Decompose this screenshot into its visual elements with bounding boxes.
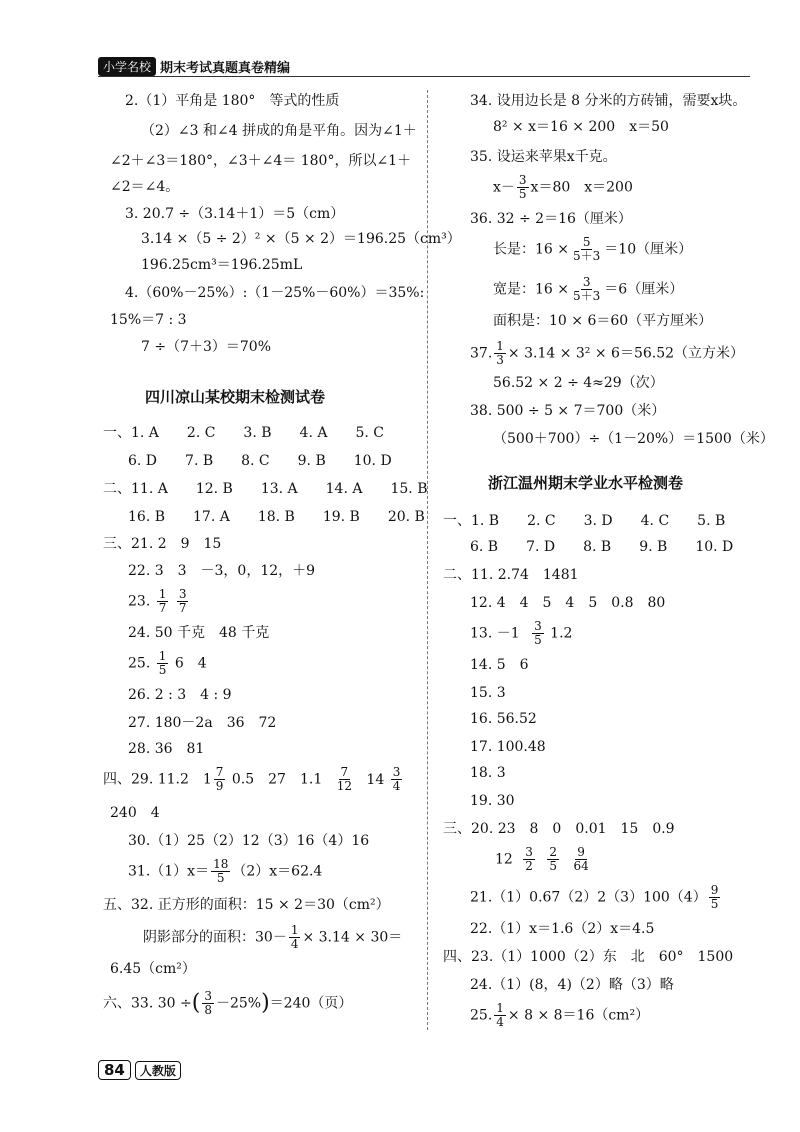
series-badge: 小学名校	[98, 57, 156, 76]
answer-line: 18. 3	[470, 765, 506, 781]
answer-line: 15. 3	[470, 685, 506, 701]
fraction: $\frac{5}{5+3}$	[573, 235, 601, 263]
fraction: $\frac{3}{5}$	[534, 619, 542, 647]
answer-line: 二、11. 2.74 1481	[443, 567, 579, 583]
fraction: $\frac{1}{4}$	[290, 923, 299, 951]
answer-line: 2.（1）平角是 180° 等式的性质	[125, 93, 340, 109]
answer-line: 24. 50 千克 48 千克	[128, 625, 270, 641]
answer-line: 3.14 ×（5 ÷ 2）² ×（5 × 2）＝196.25（cm³）	[141, 231, 461, 247]
answer-line: （2）∠3 和∠4 拼成的角是平角。因为∠1＋	[141, 123, 417, 139]
answer-line: 37. $\frac{1}{3}$ × 3.14 × 3² × 6＝56.52（立方米）	[470, 339, 745, 367]
answer-line: 27. 180－2a 36 72	[128, 715, 277, 731]
answer-line: 36. 32 ÷ 2＝16（厘米）	[470, 211, 632, 227]
answer-line: 22. 3 3 －3，0，12，＋9	[128, 563, 316, 579]
fraction: $\frac{1}{5}$	[158, 649, 167, 677]
answer-line: 一、1. B 2. C 3. D 4. C 5. B	[443, 513, 726, 529]
answer-line: 14. 5 6	[470, 657, 529, 673]
answer-line: 24.（1）(8，4)（2）略（3）略	[470, 977, 674, 993]
answer-line: 三、21. 2 9 15	[103, 536, 222, 552]
fraction: $\frac{7}{9}$	[215, 765, 224, 793]
answer-line: 22.（1）x＝1.6（2）x＝4.5	[470, 921, 655, 937]
answer-line: （500＋700）÷（1－20%）＝1500（米）	[493, 431, 774, 447]
page-header	[98, 57, 290, 75]
section-title: 浙江温州期末学业水平检测卷	[488, 474, 684, 492]
answer-line: 25. $\frac{1}{5}$ 6 4	[128, 649, 207, 677]
fraction: $\frac{3}{4}$	[392, 765, 401, 793]
answer-line: x－ $\frac{3}{5}$ x＝80 x＝200	[493, 173, 633, 201]
answer-line: 17. 100.48	[470, 739, 546, 755]
answer-line: 16. B 17. A 18. B 19. B 20. B	[128, 509, 425, 525]
fraction: $\frac{3}{2}$	[525, 845, 533, 873]
answer-line: 四、23.（1）1000（2）东 北 60° 1500	[443, 949, 734, 965]
answer-line: 一、1. A 2. C 3. B 4. A 5. C	[103, 425, 384, 441]
answer-line: 6. B 7. D 8. B 9. B 10. D	[470, 539, 734, 555]
fraction: $\frac{1}{4}$	[496, 1001, 504, 1029]
answer-line: 26. 2 : 3 4 : 9	[128, 687, 232, 703]
fraction: $\frac{7}{12}$	[336, 765, 352, 793]
answer-line: 240 4	[110, 805, 160, 821]
answer-line: 12. 4 4 5 4 5 0.8 80	[470, 595, 666, 611]
answer-line: 长是：16 × $\frac{5}{5+3}$ ＝10（厘米）	[493, 235, 693, 263]
answer-line: 16. 56.52	[470, 711, 537, 727]
fraction: $\frac{1}{3}$	[496, 339, 504, 367]
answer-line: 7 ÷（7＋3）＝70%	[141, 339, 272, 355]
answer-line: 12 $\frac{3}{2}$ $\frac{2}{5}$ $\frac{9}{64}$	[495, 845, 589, 873]
answer-line: 8² × x＝16 × 200 x＝50	[493, 119, 669, 135]
answer-line: 6.45（cm²）	[110, 961, 196, 977]
answer-line: 35. 设运来苹果x千克。	[470, 149, 617, 165]
fraction: $\frac{9}{5}$	[710, 883, 719, 911]
page-number: 84	[98, 1060, 131, 1080]
answer-line: 31.（1）x＝ $\frac{18}{5}$ （2）x＝62.4	[128, 857, 323, 885]
fraction: $\frac{18}{5}$	[213, 857, 229, 885]
answer-line: 25. $\frac{1}{4}$ × 8 × 8＝16（cm²）	[470, 1001, 650, 1029]
answer-line: 15%＝7 : 3	[110, 312, 187, 328]
header-rule	[98, 76, 750, 77]
answer-line: 38. 500 ÷ 5 × 7＝700（米）	[470, 403, 666, 419]
answer-line: 21.（1）0.67（2）2（3）100（4） $\frac{9}{5}$	[470, 883, 719, 911]
answer-line: 3. 20.7 ÷（3.14＋1）＝5（cm）	[125, 206, 345, 222]
answer-line: 4.（60%－25%）:（1－25%－60%）＝35%:	[125, 285, 425, 301]
answer-line: ∠2＋∠3＝180°，∠3＋∠4＝ 180°，所以∠1＋	[110, 153, 412, 169]
edition-label: 人教版	[135, 1061, 181, 1080]
fraction: $\frac{2}{5}$	[549, 845, 558, 873]
fraction: $\frac{3}{5+3}$	[573, 275, 601, 303]
answer-line: 五、32. 正方形的面积：15 × 2＝30（cm²）	[103, 897, 390, 913]
answer-line: 13. －1 $\frac{3}{5}$ 1.2	[470, 619, 573, 647]
answer-line: 三、20. 23 8 0 0.01 15 0.9	[443, 821, 675, 837]
fraction: $\frac{9}{64}$	[573, 845, 589, 873]
section-title: 四川凉山某校期末检测试卷	[145, 388, 326, 406]
fraction: $\frac{3}{8}$	[204, 989, 212, 1017]
answer-line: 30.（1）25（2）12（3）16（4）16	[128, 833, 370, 849]
answer-line: 四、29. 11.2 1 $\frac{7}{9}$ 0.5 27 1.1 $\frac{7}{12}$ 14 $\frac{3}{4}$	[103, 765, 401, 793]
page-footer	[98, 1060, 181, 1080]
answer-line: 面积是：10 × 6＝60（平方厘米）	[493, 313, 713, 329]
answer-line: 196.25cm³＝196.25mL	[141, 257, 303, 273]
answer-line: 阴影部分的面积：30－ $\frac{1}{4}$ × 3.14 × 30＝	[143, 923, 403, 951]
fraction: $\frac{1}{7}$	[158, 587, 167, 615]
fraction: $\frac{3}{7}$	[178, 587, 187, 615]
answer-line: 6. D 7. B 8. C 9. B 10. D	[128, 453, 392, 469]
answer-line: ∠2＝∠4。	[110, 179, 180, 195]
answer-line: 56.52 × 2 ÷ 4≈29（次）	[493, 375, 664, 391]
answer-line: 23. $\frac{1}{7}$ $\frac{3}{7}$	[128, 587, 187, 615]
answer-line: 二、11. A 12. B 13. A 14. A 15. B	[103, 481, 428, 497]
answer-line: 34. 设用边长是 8 分米的方砖铺，需要x块。	[470, 93, 747, 109]
answer-line: 宽是：16 × $\frac{3}{5+3}$ ＝6（厘米）	[493, 275, 684, 303]
book-title: 期末考试真题真卷精编	[160, 60, 291, 76]
fraction: $\frac{3}{5}$	[518, 173, 527, 201]
answer-line: 六、33. 30 ÷( $\frac{3}{8}$ －25%)＝240（页）	[103, 989, 353, 1017]
answer-line: 19. 30	[470, 793, 515, 809]
answer-line: 28. 36 81	[128, 741, 205, 757]
